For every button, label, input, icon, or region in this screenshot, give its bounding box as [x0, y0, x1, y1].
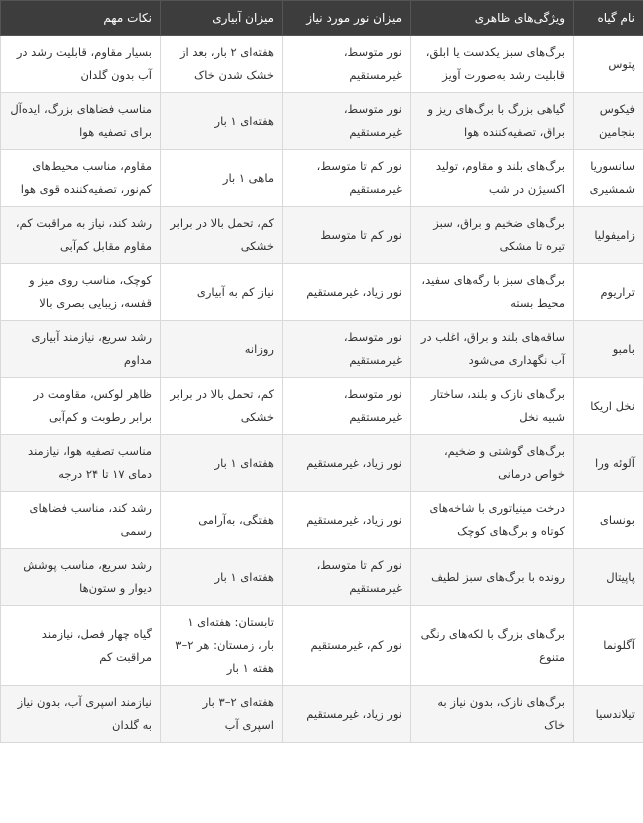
- cell-light: نور کم تا متوسط، غیرمستقیم: [283, 150, 411, 207]
- cell-notes: رشد سریع، مناسب پوشش دیوار و ستون‌ها: [1, 549, 161, 606]
- cell-notes: رشد کند، مناسب فضاهای رسمی: [1, 492, 161, 549]
- cell-notes: رشد سریع، نیازمند آبیاری مداوم: [1, 321, 161, 378]
- table-row: [1, 264, 643, 321]
- cell-watering: هفته‌ای ۱ بار: [161, 435, 283, 492]
- cell-appearance: برگ‌های بلند و مقاوم، تولید اکسیژن در شب: [411, 150, 574, 207]
- cell-plant-name: آلوئه ورا: [574, 435, 643, 492]
- cell-plant-name: نخل اریکا: [574, 378, 643, 435]
- cell-appearance: ساقه‌های بلند و براق، اغلب در آب نگهداری می‌شود: [411, 321, 574, 378]
- table-row: [1, 435, 643, 492]
- cell-notes: مناسب تصفیه هوا، نیازمند دمای ۱۷ تا ۲۴ درجه: [1, 435, 161, 492]
- cell-light: نور کم تا متوسط: [283, 207, 411, 264]
- table-row: [1, 686, 643, 743]
- table-row: [1, 549, 643, 606]
- cell-plant-name: سانسوریا شمشیری: [574, 150, 643, 207]
- cell-plant-name: تیلاندسیا: [574, 686, 643, 743]
- cell-notes: مناسب فضاهای بزرگ، ایده‌آل برای تصفیه هوا: [1, 93, 161, 150]
- table-row: [1, 36, 643, 93]
- cell-watering: هفته‌ای ۲–۳ بار اسپری آب: [161, 686, 283, 743]
- cell-watering: نیاز کم به آبیاری: [161, 264, 283, 321]
- cell-appearance: برگ‌های سبز یکدست یا ابلق، قابلیت رشد به‌صورت آویز: [411, 36, 574, 93]
- cell-plant-name: بامبو: [574, 321, 643, 378]
- cell-appearance: برگ‌های نازک و بلند، ساختار شبیه نخل: [411, 378, 574, 435]
- cell-appearance: رونده با برگ‌های سبز لطیف: [411, 549, 574, 606]
- table-header-row: [1, 1, 643, 36]
- cell-appearance: برگ‌های سبز با رگه‌های سفید، محیط بسته: [411, 264, 574, 321]
- cell-light: نور زیاد، غیرمستقیم: [283, 686, 411, 743]
- cell-plant-name: آگلونما: [574, 606, 643, 686]
- cell-watering: هفتگی، به‌آرامی: [161, 492, 283, 549]
- cell-light: نور کم تا متوسط، غیرمستقیم: [283, 549, 411, 606]
- header-notes: نکات مهم: [1, 1, 161, 36]
- cell-appearance: گیاهی بزرگ با برگ‌های ریز و براق، تصفیه‌کننده هوا: [411, 93, 574, 150]
- cell-notes: رشد کند، نیاز به مراقبت کم، مقاوم مقابل کم‌آبی: [1, 207, 161, 264]
- cell-appearance: درخت مینیاتوری با شاخه‌های کوتاه و برگ‌های کوچک: [411, 492, 574, 549]
- cell-watering: روزانه: [161, 321, 283, 378]
- cell-watering: هفته‌ای ۱ بار: [161, 549, 283, 606]
- cell-appearance: برگ‌های نازک، بدون نیاز به خاک: [411, 686, 574, 743]
- header-appearance: ویژگی‌های ظاهری: [411, 1, 574, 36]
- cell-plant-name: پاپیتال: [574, 549, 643, 606]
- cell-plant-name: فیکوس بنجامین: [574, 93, 643, 150]
- cell-appearance: برگ‌های بزرگ با لکه‌های رنگی متنوع: [411, 606, 574, 686]
- header-light: میزان نور مورد نیاز: [283, 1, 411, 36]
- cell-plant-name: زامیفولیا: [574, 207, 643, 264]
- cell-notes: نیازمند اسپری آب، بدون نیاز به گلدان: [1, 686, 161, 743]
- table-row: [1, 207, 643, 264]
- cell-appearance: برگ‌های گوشتی و ضخیم، خواص درمانی: [411, 435, 574, 492]
- cell-light: نور متوسط، غیرمستقیم: [283, 93, 411, 150]
- cell-watering: هفته‌ای ۲ بار، بعد از خشک شدن خاک: [161, 36, 283, 93]
- cell-light: نور متوسط، غیرمستقیم: [283, 321, 411, 378]
- table-row: [1, 492, 643, 549]
- cell-light: نور متوسط، غیرمستقیم: [283, 36, 411, 93]
- cell-notes: ظاهر لوکس، مقاومت در برابر رطوبت و کم‌آبی: [1, 378, 161, 435]
- cell-light: نور زیاد، غیرمستقیم: [283, 264, 411, 321]
- header-watering: میزان آبیاری: [161, 1, 283, 36]
- cell-light: نور متوسط، غیرمستقیم: [283, 378, 411, 435]
- cell-plant-name: بونسای: [574, 492, 643, 549]
- cell-appearance: برگ‌های ضخیم و براق، سبز تیره تا مشکی: [411, 207, 574, 264]
- table-row: [1, 606, 643, 686]
- cell-watering: کم، تحمل بالا در برابر خشکی: [161, 207, 283, 264]
- table-row: [1, 321, 643, 378]
- table-row: [1, 378, 643, 435]
- cell-watering: کم، تحمل بالا در برابر خشکی: [161, 378, 283, 435]
- table-row: [1, 150, 643, 207]
- header-plant-name: نام گیاه: [574, 1, 643, 36]
- cell-watering: هفته‌ای ۱ بار: [161, 93, 283, 150]
- cell-notes: گیاه چهار فصل، نیازمند مراقبت کم: [1, 606, 161, 686]
- cell-plant-name: پتوس: [574, 36, 643, 93]
- cell-notes: مقاوم، مناسب محیط‌های کم‌نور، تصفیه‌کننده قوی هوا: [1, 150, 161, 207]
- cell-watering: تابستان: هفته‌ای ۱ بار، زمستان: هر ۲–۳ هفته ۱ بار: [161, 606, 283, 686]
- cell-light: نور زیاد، غیرمستقیم: [283, 492, 411, 549]
- cell-plant-name: تراریوم: [574, 264, 643, 321]
- table-row: [1, 93, 643, 150]
- cell-notes: بسیار مقاوم، قابلیت رشد در آب بدون گلدان: [1, 36, 161, 93]
- cell-notes: کوچک، مناسب روی میز و قفسه، زیبایی بصری بالا: [1, 264, 161, 321]
- cell-light: نور کم، غیرمستقیم: [283, 606, 411, 686]
- cell-watering: ماهی ۱ بار: [161, 150, 283, 207]
- cell-light: نور زیاد، غیرمستقیم: [283, 435, 411, 492]
